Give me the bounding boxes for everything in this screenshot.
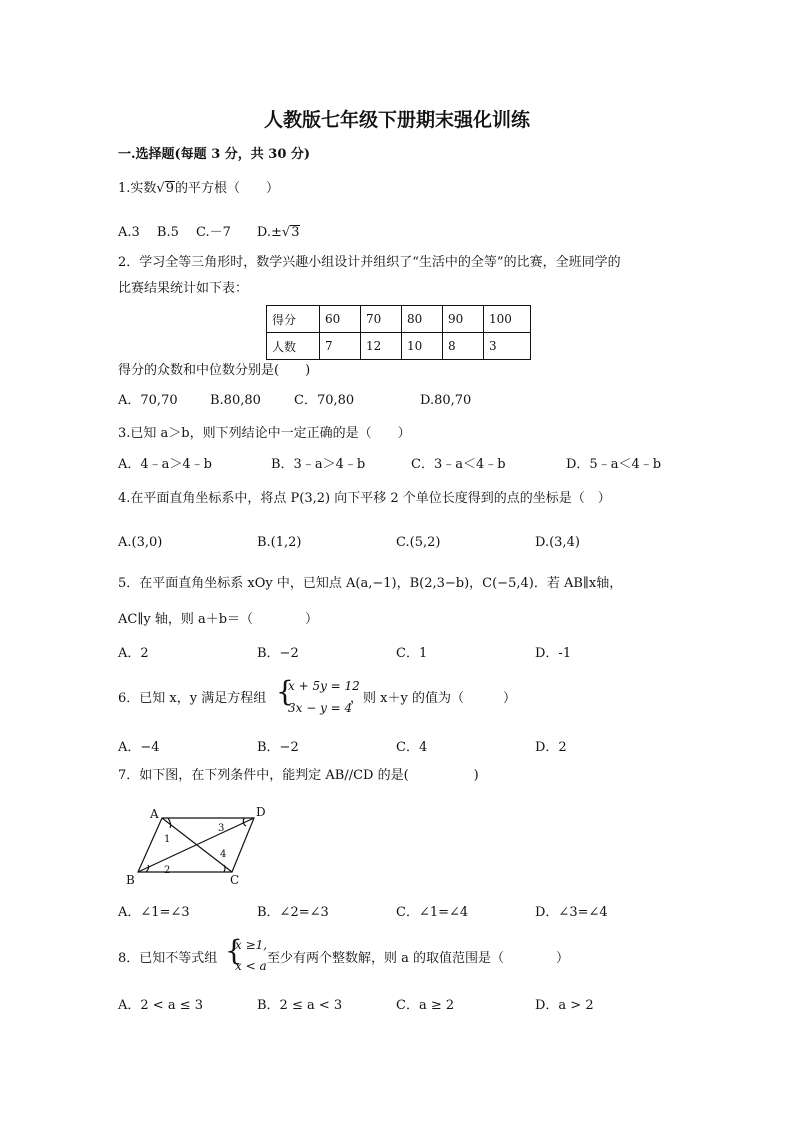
q6-option-d: D．2 — [535, 740, 567, 755]
q4-option-c: C.(5,2) — [396, 535, 441, 550]
angle-label-1: 1 — [164, 834, 171, 845]
table-cell: 70 — [361, 306, 402, 333]
table-cell: 7 — [320, 333, 361, 360]
q7-option-d: D．∠3=∠4 — [535, 905, 608, 920]
table-cell: 90 — [443, 306, 484, 333]
q7-option-a: A．∠1=∠3 — [118, 905, 190, 920]
q6-equation-1: x + 5y = 12 — [288, 679, 360, 693]
question-8-stem-suffix: 至少有两个整数解，则 a 的取值范围是（ ） — [267, 951, 570, 966]
left-brace-symbol: { — [225, 934, 243, 967]
q2-option-b: B.80,80 — [210, 393, 261, 408]
q5-option-c: C．1 — [396, 646, 428, 661]
q2-option-a: A．70,70 — [118, 393, 178, 408]
q8-option-b: B．2 ≤ a < 3 — [257, 998, 343, 1013]
question-7-stem: 7．如下图，在下列条件中，能判定 AB//CD 的是( ) — [118, 768, 479, 783]
angle-arc-4 — [224, 865, 225, 872]
q4-option-d: D.(3,4) — [535, 535, 580, 550]
table-cell: 得分 — [267, 306, 320, 333]
table-cell: 8 — [443, 333, 484, 360]
q5-option-d: D．-1 — [535, 646, 572, 661]
score-table — [266, 305, 531, 360]
question-2-stem-line1: 2．学习全等三角形时，数学兴趣小组设计并组织了“生活中的全等”的比赛，全班同学的 — [118, 255, 621, 270]
question-5-stem-line2: AC∥y 轴，则 a＋b＝（ ） — [118, 612, 319, 627]
question-1-options — [118, 224, 300, 242]
table-row — [267, 306, 531, 333]
q2-option-d: D.80,70 — [420, 393, 472, 408]
q3-option-b: B．3﹣a＞4﹣b — [271, 457, 366, 472]
vertex-label-c: C — [230, 873, 240, 887]
section-heading: 一.选择题(每题 3 分，共 30 分) — [118, 147, 311, 162]
angle-label-3: 3 — [218, 823, 225, 834]
q6-option-c: C．4 — [396, 740, 428, 755]
q1-stem-prefix: 1.实数 — [118, 181, 157, 196]
q4-option-b: B.(1,2) — [257, 535, 302, 550]
table-cell: 3 — [484, 333, 531, 360]
vertex-label-a: A — [150, 807, 159, 821]
table-cell: 人数 — [267, 333, 320, 360]
q7-option-b: B．∠2=∠3 — [257, 905, 329, 920]
vertex-label-b: B — [126, 873, 135, 887]
question-4-stem: 4.在平面直角坐标系中，将点 P(3,2) 向下平移 2 个单位长度得到的点的坐标是（ ） — [118, 491, 611, 506]
question-2-stem-line2: 比赛结果统计如下表： — [118, 281, 249, 296]
q7-option-c: C．∠1=∠4 — [396, 905, 469, 920]
question-6-stem-prefix: 6．已知 x，y 满足方程组 — [118, 691, 267, 706]
q5-option-a: A．2 — [118, 646, 149, 661]
question-6-stem-suffix: ，则 x＋y 的值为（ ） — [350, 691, 516, 706]
table-row — [267, 333, 531, 360]
q6-option-a: A．−4 — [118, 740, 160, 755]
q8-inequality-2: x < a — [235, 959, 267, 973]
q1-option-d-radicand: 3 — [291, 225, 300, 240]
q8-inequality-1: x ≥1, — [235, 938, 268, 952]
diagonal-bd — [138, 818, 254, 872]
q6-equation-2: 3x − y = 4 — [288, 701, 353, 715]
q3-option-d: D．5﹣a＜4﹣b — [566, 457, 662, 472]
table-cell: 10 — [402, 333, 443, 360]
parallelogram-figure — [120, 800, 270, 890]
q6-option-b: B．−2 — [257, 740, 299, 755]
table-cell: 80 — [402, 306, 443, 333]
sqrt-symbol: √ — [156, 181, 165, 196]
table-cell: 60 — [320, 306, 361, 333]
angle-label-4: 4 — [220, 849, 227, 860]
q3-option-a: A．4﹣a＞4﹣b — [118, 457, 213, 472]
question-2-question: 得分的众数和中位数分别是( ) — [118, 363, 311, 378]
question-3-stem: 3.已知 a＞b，则下列结论中一定正确的是（ ） — [118, 426, 411, 441]
vertex-label-d: D — [256, 805, 266, 819]
question-8-stem-prefix: 8．已知不等式组 — [118, 951, 218, 966]
table-cell: 100 — [484, 306, 531, 333]
q2-option-c: C．70,80 — [294, 393, 355, 408]
question-1-stem — [118, 180, 279, 198]
q1-options-text: A.3 B.5 C.－7 D.± — [118, 225, 282, 240]
sqrt-symbol: √ — [281, 225, 291, 240]
page-title: 人教版七年级下册期末强化训练 — [263, 110, 530, 131]
q8-option-d: D．a > 2 — [535, 998, 594, 1013]
q8-option-a: A．2 < a ≤ 3 — [118, 998, 203, 1013]
q5-option-b: B．−2 — [257, 646, 299, 661]
angle-label-2: 2 — [164, 865, 171, 876]
q8-option-c: C．a ≥ 2 — [396, 998, 455, 1013]
q4-option-a: A.(3,0) — [118, 535, 163, 550]
q1-stem-suffix: 的平方根（ ） — [174, 181, 279, 196]
left-brace-symbol: { — [276, 675, 294, 708]
q3-option-c: C．3﹣a＜4﹣b — [411, 457, 506, 472]
table-cell: 12 — [361, 333, 402, 360]
q1-radicand: 9 — [165, 181, 174, 196]
question-5-stem-line1: 5．在平面直角坐标系 xOy 中，已知点 A(a,−1)，B(2,3−b)，C(−5,4)．若 AB∥x轴， — [118, 576, 623, 591]
